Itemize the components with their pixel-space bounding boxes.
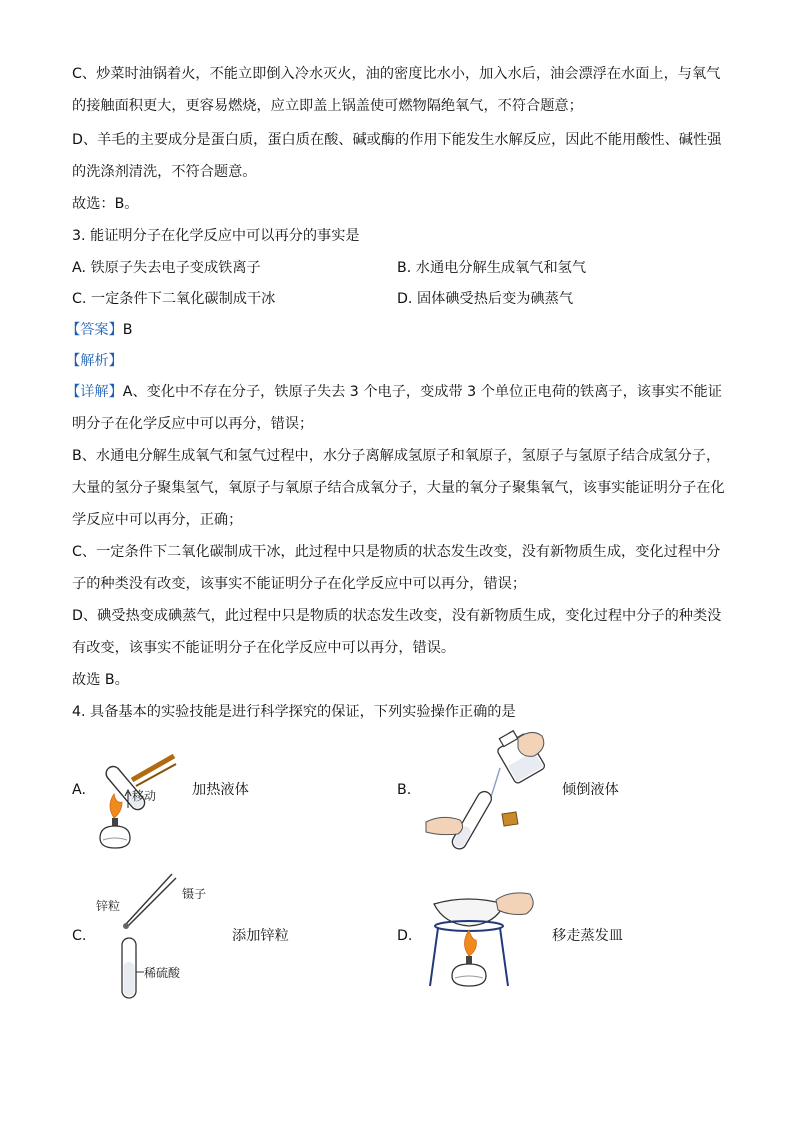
explanation-choose: 故选：B。 [72,196,139,212]
detail-text: A、变化中不存在分子，铁原子失去 3 个电子，变成带 3 个单位正电荷的铁离子，该事实不能证 [122,384,722,400]
move-label: 移动 [132,789,157,803]
q3-option-d: D. 固体碘受热后变为碘蒸气 [397,291,574,307]
answer-value: B [122,322,133,338]
q3-detail-line-8: D、碘受热变成碘蒸气，此过程中只是物质的状态发生改变，没有新物质生成，变化过程中分子的种类没 [72,608,722,624]
analysis-tag: 【解析】 [66,353,123,369]
q3-option-c: C. 一定条件下二氧化碳制成干冰 [72,291,276,307]
dilute-acid-label: 稀硫酸 [144,966,181,980]
q3-analysis-tag [66,351,123,371]
q3-detail-line-1 [66,382,722,402]
adding-zinc-illustration [92,866,222,1006]
explanation-c-line1: C、炒菜时油锅着火，不能立即倒入冷水灭火，油的密度比水小，加入水后，油会漂浮在水面上，与氧气 [72,66,721,82]
q3-detail-line-6: C、一定条件下二氧化碳制成干冰，此过程中只是物质的状态发生改变，没有新物质生成，变化过程中分 [72,544,721,560]
q3-option-b: B. 水通电分解生成氧气和氢气 [397,260,587,276]
explanation-d-line2: 的洗涤剂清洗，不符合题意。 [72,164,257,180]
q3-stem: 3. 能证明分子在化学反应中可以再分的事实是 [72,228,360,244]
answer-tag: 【答案】 [66,322,123,338]
q3-choose: 故选 B。 [72,672,129,688]
q3-detail-line-3: B、水通电分解生成氧气和氢气过程中，水分子离解成氢原子和氧原子，氢原子与氢原子结合成氢分子， [72,448,721,464]
pouring-liquid-illustration [422,728,552,860]
q4-stem: 4. 具备基本的实验技能是进行科学探究的保证，下列实验操作正确的是 [72,704,516,720]
evaporating-dish-illustration [426,886,542,990]
q3-option-a: A. 铁原子失去电子变成铁离子 [72,260,261,276]
explanation-c-line2: 的接触面积更大，更容易燃烧，应立即盖上锅盖使可燃物隔绝氧气，不符合题意； [72,98,583,114]
explanation-d-line1: D、羊毛的主要成分是蛋白质，蛋白质在酸、碱或酶的作用下能发生水解反应，因此不能用酸性、碱性强 [72,132,722,148]
q3-detail-line-5: 学反应中可以再分，正确； [72,512,243,528]
q4-option-d-letter: D. [397,928,413,944]
q3-detail-line-2: 明分子在化学反应中可以再分，错误； [72,416,314,432]
q3-detail-line-9: 有改变，该事实不能证明分子在化学反应中可以再分，错误。 [72,640,456,656]
q4-option-a-letter: A. [72,782,86,798]
q4-option-c-letter: C. [72,928,87,944]
q3-detail-line-7: 子的种类没有改变，该事实不能证明分子在化学反应中可以再分，错误； [72,576,527,592]
heating-liquid-illustration [92,752,182,852]
q3-detail-line-4: 大量的氢分子聚集氢气，氧原子与氧原子结合成氧分子，大量的氧分子聚集氧气，该事实能证明分子在化 [72,480,725,496]
zinc-label: 锌粒 [96,899,121,913]
q3-answer [66,320,133,340]
q4-option-b-letter: B. [397,782,412,798]
detail-tag: 【详解】 [66,384,123,400]
q4-option-c-caption: 添加锌粒 [232,928,289,944]
tweezers-label: 镊子 [182,887,207,901]
q4-option-d-caption: 移走蒸发皿 [552,928,623,944]
q4-option-a-caption: 加热液体 [192,782,249,798]
q4-option-b-caption: 倾倒液体 [562,782,619,798]
